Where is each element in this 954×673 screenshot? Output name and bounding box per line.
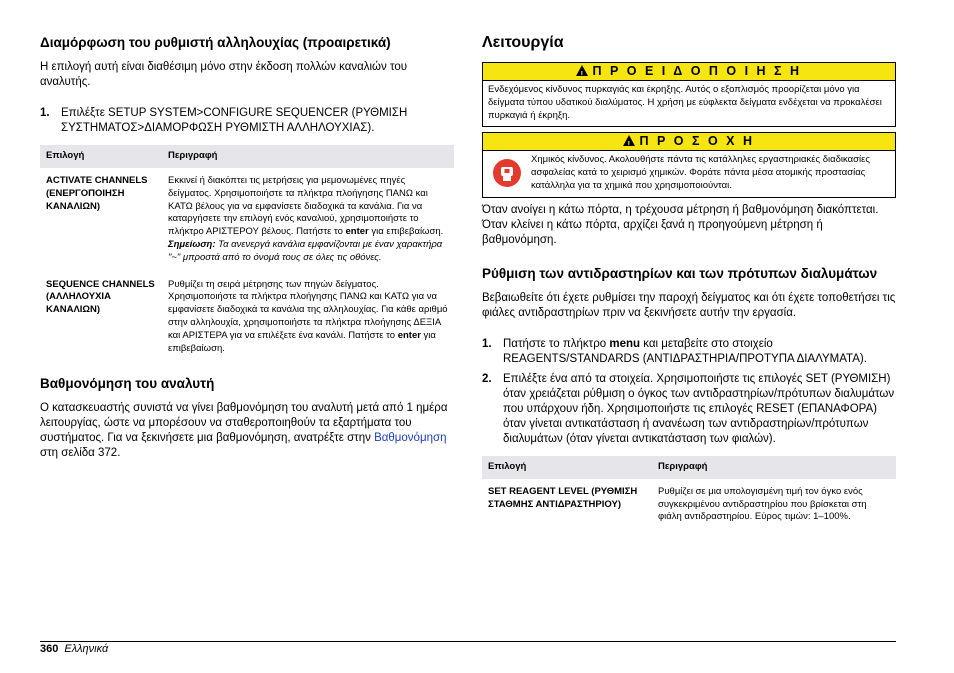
warning-title-bar — [483, 63, 895, 81]
table-row — [40, 168, 454, 265]
description-cell — [162, 168, 454, 265]
description-text: Εκκινεί ή διακόπτει τις μετρήσεις για μεμονωμένες πηγές δείγματος. Χρησιμοποιήστε τα πλήκτρα πλοήγησης ΠΑΝΩ και ΚΑΤΩ βέλους για να εμφανίσετε διαδοχικά τα κανάλια. Για να καταργήσετε την επιλογή ενός καναλιού, χρησιμοποιήστε το πλήκτρο ΑΡΙΣΤΕΡΟΥ βέλους. Πατήστε το — [168, 175, 428, 238]
reagent-options-table — [482, 456, 896, 524]
reagent-step-1 — [482, 337, 896, 367]
col-header-description: Περιγραφή — [652, 456, 896, 479]
key-enter: enter — [397, 329, 421, 341]
config-intro-text: Η επιλογή αυτή είναι διαθέσιμη μόνο στην έκδοση πολλών καναλιών του αναλυτής. — [40, 61, 408, 88]
step-text-start: Πατήστε το πλήκτρο — [503, 337, 610, 350]
key-menu: menu — [609, 337, 641, 350]
step-text — [503, 337, 896, 367]
config-sequencer-heading: Διαμόρφωση του ρυθμιστή αλληλουχίας (προαιρετικά) — [40, 35, 391, 50]
note-label: Σημείωση: — [168, 238, 216, 250]
sequencer-options-table — [40, 145, 454, 355]
reagent-step-2 — [482, 372, 896, 447]
description-cell — [162, 265, 454, 356]
step-number: 2. — [482, 372, 492, 385]
calibration-heading: Βαθμονόμηση του αναλυτή — [40, 376, 215, 392]
warning-box — [482, 62, 896, 127]
step-text: Επιλέξτε ένα από τα στοιχεία. Χρησιμοποιήστε τις επιλογές SET (ΡΥΘΜΙΣΗ) όταν χρειάζεται ρύθμιση ο όγκος των αντιδραστηρίων/πρότυπων διαλυμάτων που υπάρχουν ήδη. Χρησιμοποιήστε τις επιλογές RESET (ΕΠΑΝΑΦΟΡΑ) όταν γίνεται αντικατάσταση ή ανανέωση των αντιδραστηρίων/πρότυπων διαλυμάτων (όταν γίνεται αντικατάσταση των φιαλών). — [503, 372, 895, 445]
option-cell: SEQUENCE CHANNELS (ΑΛΛΗΛΟΥΧΙΑ ΚΑΝΑΛΙΩΝ) — [46, 278, 155, 316]
caution-body — [483, 151, 895, 196]
warning-triangle-icon — [576, 65, 588, 76]
description-text-end: για επιβεβαίωση. — [368, 226, 444, 238]
step-text: Επιλέξτε SETUP SYSTEM>CONFIGURE SEQUENCER (ΡΥΘΜΙΣΗ ΣΥΣΤΗΜΑΤΟΣ>ΔΙΑΜΟΡΦΩΣΗ ΡΥΘΜΙΣΤΗ ΑΛΛΗΛΟΥΧΙΑΣ). — [61, 107, 408, 134]
footer-divider — [40, 641, 896, 642]
reagent-intro-text: Βεβαιωθείτε ότι έχετε ρυθμίσει την παροχή δείγματος και ότι έχετε τοποθετήσει τις φιάλες αντιδραστηρίων πριν να ξεκινήσετε αυτήν την εργασία. — [482, 291, 896, 319]
config-step-1 — [40, 106, 454, 136]
description-cell: Ρυθμίζει σε μια υπολογισμένη τιμή τον όγκο ενός συγκεκριμένου αντιδραστηρίου που βρίσκεται στη φιάλη αντιδραστηρίου. Εύρος τιμών: 1–100%. — [658, 485, 867, 523]
footer-language: Ελληνικά — [64, 643, 109, 655]
warning-title: Π Ρ Ο Ε Ι Δ Ο Π Ο Ι Η Σ Η — [592, 64, 802, 78]
caution-box — [482, 132, 896, 197]
page-number: 360 — [40, 643, 59, 655]
reagent-setup-heading: Ρύθμιση των αντιδραστηρίων και των πρότυπων διαλυμάτων — [482, 265, 878, 281]
calibration-text-start: Ο κατασκευαστής συνιστά να γίνει βαθμονόμηση του αναλυτή μετά από 1 ημέρα λειτουργίας, ώστε να μπορέσουν να σταθεροποιηθούν τα εξαρτήματα του συστήματος. Για να ξεκινήσετε μια βαθμονόμηση, ανατρέξτε στην — [40, 402, 448, 445]
caution-title-bar — [483, 133, 895, 151]
page-footer — [40, 643, 108, 655]
key-enter: enter — [345, 226, 369, 238]
calibration-text-end: στη σελίδα 372. — [40, 447, 121, 460]
col-header-option: Επιλογή — [482, 456, 652, 479]
calibration-text — [40, 401, 454, 461]
description-text: Ρυθμίζει τη σειρά μέτρησης των πηγών δείγματος. Χρησιμοποιήστε τα πλήκτρα πλοήγησης ΠΑΝΩ και ΚΑΤΩ για να εμφανίσετε διαδοχικά τα κανάλια της αλληλουχίας. Για κάθε αριθμό στην αλληλουχία, χρησιμοποιήστε τα πλήκτρα πλοήγησης ΔΕΞΙΑ και ΑΡΙΣΤΕΡΑ για να επιλέξετε ένα κανάλι. Πατήστε το — [168, 278, 448, 341]
warning-text: Ενδεχόμενος κίνδυνος πυρκαγιάς και έκρηξης. Αυτός ο εξοπλισμός προορίζεται μόνο για δείγματα τύπου υδατικού διαλύματος. Η χρήση με εύφλεκτα δείγματα ενδέχεται να προκαλέσει πυρκαγιά ή έκρηξη. — [488, 84, 882, 121]
description-text-end: για επιβεβαίωση. — [168, 329, 436, 354]
step-number: 1. — [40, 107, 50, 119]
step-text-end: και μεταβείτε στο στοιχείο REAGENTS/STANDARDS (ΑΝΤΙΔΡΑΣΤΗΡΙΑ/ΠΡΟΤΥΠΑ ΔΙΑΛΥΜΑΤΑ). — [503, 337, 867, 365]
operation-heading: Λειτουργία — [482, 34, 564, 51]
option-cell: ACTIVATE CHANNELS (ΕΝΕΡΓΟΠΟΙΗΣΗ ΚΑΝΑΛΙΩΝ) — [46, 175, 148, 212]
right-column — [482, 34, 896, 524]
col-header-option: Επιλογή — [40, 145, 162, 168]
caution-text: Χημικός κίνδυνος. Ακολουθήστε πάντα τις κατάλληλες εργαστηριακές διαδικασίες ασφαλείας κατά το χειρισμό χημικών. Φοράτε πάντα μέσα ατομικής προστασίας κατάλληλα για τα χημικά που χρησιμοποιούνται. — [531, 154, 870, 191]
table-row — [482, 479, 896, 524]
caution-triangle-icon — [623, 135, 635, 146]
step-number: 1. — [482, 337, 492, 350]
table-row — [40, 265, 454, 356]
col-header-description: Περιγραφή — [162, 145, 454, 168]
caution-title: Π Ρ Ο Σ Ο Χ Η — [639, 134, 755, 149]
door-text: Όταν ανοίγει η κάτω πόρτα, η τρέχουσα μέτρηση ή βαθμονόμηση διακόπτεται. Όταν κλείνει η κάτω πόρτα, αρχίζει ξανά η προηγούμενη μέτρηση ή βαθμονόμηση. — [482, 203, 879, 246]
option-cell: SET REAGENT LEVEL (ΡΥΘΜΙΣΗ ΣΤΑΘΜΗΣ ΑΝΤΙΔΡΑΣΤΗΡΙΟΥ) — [488, 485, 638, 510]
calibration-link[interactable]: Βαθμονόμηση — [374, 432, 447, 445]
note-text: Τα ανενεργά κανάλια εμφανίζονται με έναν χαρακτήρα "~" μπροστά από το όνομά τους σε όλες τις οθόνες. — [168, 238, 443, 263]
left-column — [40, 34, 454, 461]
chemical-hazard-icon — [483, 154, 531, 192]
